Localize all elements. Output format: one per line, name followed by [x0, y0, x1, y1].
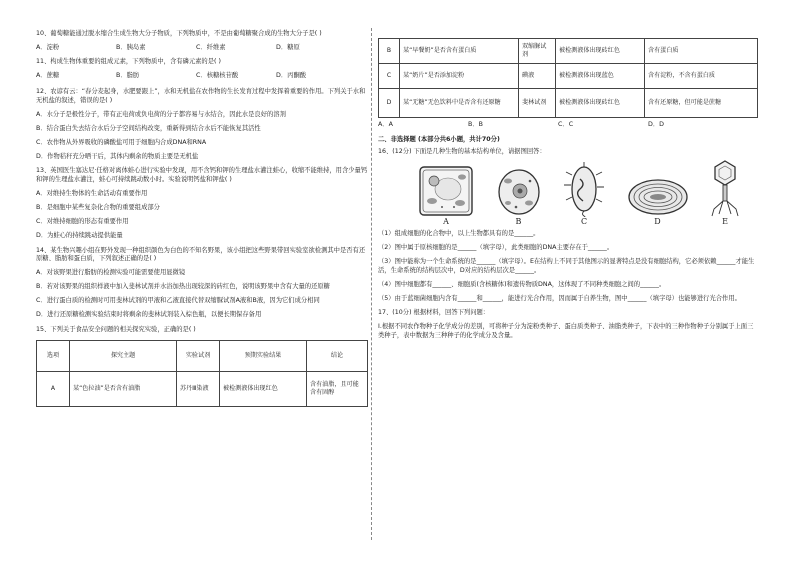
question-16 [378, 148, 758, 303]
question-stem: 10、葡萄糖能通过脱水缩合生成生物大分子物质，下列物质中，不是由葡萄糖聚合成的生物大分子是( ) [36, 30, 322, 37]
option-a: A．水分子是极性分子，带有正电荷或负电荷的分子都容易与水结合，因此水是良好的溶剂 [36, 111, 286, 119]
option-b: B．胰岛素 [116, 44, 146, 52]
cell-b [496, 167, 542, 227]
cell-c [563, 161, 605, 227]
option-c: C．进行蛋白质的检测时可用斐林试剂的甲液和乙液直接代替双缩脲试剂A液和B液，因为它们成分相同 [36, 297, 320, 305]
question-stem: 16、(12分) 下面是几种生物的基本结构单位，请据图回答： [378, 148, 546, 156]
sub-question-1: （1）组成细胞的化合物中，以上生物都具有的是______。 [378, 229, 540, 237]
option-b: B．结合蛋白失去结合水后分子空间结构改变，重新得到结合水后不能恢复其活性 [36, 125, 261, 133]
question-15 [36, 326, 368, 407]
question-11 [36, 58, 368, 81]
question-15-options [378, 121, 758, 130]
option-a: A．蔗糖 [36, 71, 60, 79]
header-cell: 选项 [37, 340, 70, 371]
option-b: B．若对该野果的组织样液中加入斐林试剂并水浴加热出现较深的砖红色，说明该野果中含有大量的还原糖 [36, 283, 330, 291]
option-a: A．A [378, 121, 393, 128]
question-stem: 11、构成生物体重要的组成元素，下列物质中，含有磷元素的是( ) [36, 57, 221, 65]
table-cell: 某“早餐奶”是否含有蛋白质 [400, 39, 519, 64]
option-a: A．淀粉 [36, 44, 60, 52]
table-cell: 被检测液体出现砖红色 [556, 39, 645, 64]
figure-label: B [515, 217, 522, 227]
left-column [36, 30, 368, 407]
question-15-table-continued [378, 38, 758, 118]
header-cell: 实验试剂 [177, 340, 220, 371]
table-header-row [37, 340, 368, 371]
question-15-table [36, 340, 368, 407]
cell-a [418, 163, 474, 227]
cyanobacterium-icon [627, 177, 689, 217]
question-17 [378, 309, 758, 340]
sub-question-5: （5）由于蓝细菌细胞内含有______和______，能进行光合作用，因而属于自养生物，图中______（填字母）也能够进行光合作用。 [378, 294, 741, 302]
table-cell: 被检测液体出现红色 [220, 371, 307, 406]
question-stem: 17、(10分) 根据材料，回答下列问题： [378, 308, 490, 316]
option-d: D．糖原 [276, 44, 300, 52]
table-row [379, 89, 758, 118]
table-cell: 苏丹Ⅲ染液 [177, 371, 220, 406]
right-column [378, 38, 758, 346]
option-d: D．D [648, 121, 664, 128]
table-cell: 含有还原糖，但可能是蔗糖 [645, 89, 758, 118]
table-cell: 含有淀粉，不含有蛋白质 [645, 64, 758, 89]
question-14 [36, 247, 368, 321]
option-a: A．对该野果进行脂肪的检测实验可能需要使用显微镜 [36, 269, 186, 277]
options [36, 44, 368, 53]
sub-question-2: （2）图中属于原核细胞的是______（填字母），此类细胞的DNA主要存在于______。 [378, 243, 614, 251]
table-row [379, 64, 758, 89]
table-cell: 碘液 [519, 64, 556, 89]
option-d: D．作物秸秆充分晒干后，其体内剩余的物质主要是无机盐 [36, 153, 199, 161]
table-cell: 双缩脲试剂 [519, 39, 556, 64]
option-c: C．C [558, 121, 574, 128]
section-heading: 二、非选择题 (本部分共6小题，共计70分) [378, 135, 500, 143]
question-stem: 12、农谚有云：“春分麦起身，水肥要跟上”，水和无机盐在农作物的生长发育过程中发挥着重要的作用。下列关于水和无机盐的叙述，错误的是( ) [36, 88, 366, 104]
figure-label: D [654, 217, 661, 227]
sub-question-3: （3）图中能称为一个生命系统的是______（填字母）。E在结构上不同于其他图示的显著特点是没有细胞结构，它必须依赖______才能生活，生命系统的结构层次中，D对应的结构层次是______。 [378, 257, 755, 274]
option-a: A．对维持生物体的生命活动有重要作用 [36, 190, 148, 198]
cell-e [710, 159, 740, 227]
cell-figure [418, 163, 740, 227]
header-cell: 结论 [307, 340, 368, 371]
animal-cell-icon [496, 167, 542, 217]
table-cell: 斐林试剂 [519, 89, 556, 118]
table-cell: 某“色拉油”是否含有油脂 [70, 371, 177, 406]
header-cell: 预期实验结果 [220, 340, 307, 371]
question-12 [36, 88, 368, 162]
table-cell: C [379, 64, 400, 89]
option-b: B．B [468, 121, 483, 128]
option-c: C．纤维素 [196, 44, 226, 52]
figure-label: C [580, 217, 588, 227]
question-stem: 15、下列关于食品安全问题的相关探究实验，正确的是( ) [36, 325, 196, 333]
option-d: D．为蛙心的持续跳动提供能量 [36, 232, 123, 240]
material-text: Ⅰ.根据不同农作物种子化学成分的差别，可将种子分为淀粉类种子、蛋白质类种子、油脂类种子，下表中的三种作物种子分别属于上面三类种子，表中数据为三种种子的化学成分及含量。 [378, 322, 754, 339]
table-cell: 含有油脂，且可能含有固醇 [307, 371, 368, 406]
figure-label: E [722, 217, 728, 227]
option-d: D．丙酮酸 [276, 71, 307, 79]
table-cell: 某“无糖”无色饮料中是否含有还原糖 [400, 89, 519, 118]
option-c: C．对维持细胞的形态有重要作用 [36, 218, 129, 226]
question-10 [36, 30, 368, 53]
table-cell: 被检测液体出现砖红色 [556, 89, 645, 118]
options [36, 72, 368, 81]
question-13 [36, 167, 368, 241]
figure-label: A [443, 217, 449, 227]
option-c: C．核糖核苷酸 [196, 71, 239, 79]
bacteriophage-icon [710, 159, 740, 217]
table-cell: A [37, 371, 70, 406]
plant-cell-icon [418, 163, 474, 217]
question-stem: 14、某生物兴趣小组在野外发现一种组织颜色为白色的不知名野果，该小组把这些野果带回实验室欲检测其中是否有还原糖、脂肪和蛋白质，下列叙述正确的是( ) [36, 246, 366, 263]
option-d: D．进行还原糖检测实验结束时将剩余的斐林试剂装入棕色瓶，以便长期保存备用 [36, 311, 262, 319]
table-row [37, 371, 368, 406]
sub-question-4: （4）图中细胞都有______、细胞质(含核糖体)和遗传物质DNA，这体现了不同种类细胞之间的______。 [378, 280, 666, 288]
option-b: B．是细胞中某些复杂化合物的重要组成部分 [36, 204, 160, 212]
table-cell: 含有蛋白质 [645, 39, 758, 64]
table-cell: 被检测液体出现蓝色 [556, 64, 645, 89]
column-divider [371, 28, 372, 540]
bacterium-icon [563, 161, 605, 217]
cell-d [627, 177, 689, 227]
question-stem: 13、英国医生塞达尼·任格对离体蛙心进行实验中发现，用不含钙和钾的生理盐水灌注蛙心，收缩不能维持，用含少量钙和钾的生理盐水灌注，蛙心可持续跳动数小时。实验说明钙盐和钾盐( ) [36, 167, 368, 184]
header-cell: 探究主题 [70, 340, 177, 371]
table-row [379, 39, 758, 64]
option-c: C．农作物从外界吸收的磷酸盐可用于细胞内合成DNA和RNA [36, 139, 207, 147]
table-cell: B [379, 39, 400, 64]
table-cell: 某“奶片”是否添加淀粉 [400, 64, 519, 89]
table-cell: D [379, 89, 400, 118]
option-b: B．脂肪 [116, 71, 140, 79]
